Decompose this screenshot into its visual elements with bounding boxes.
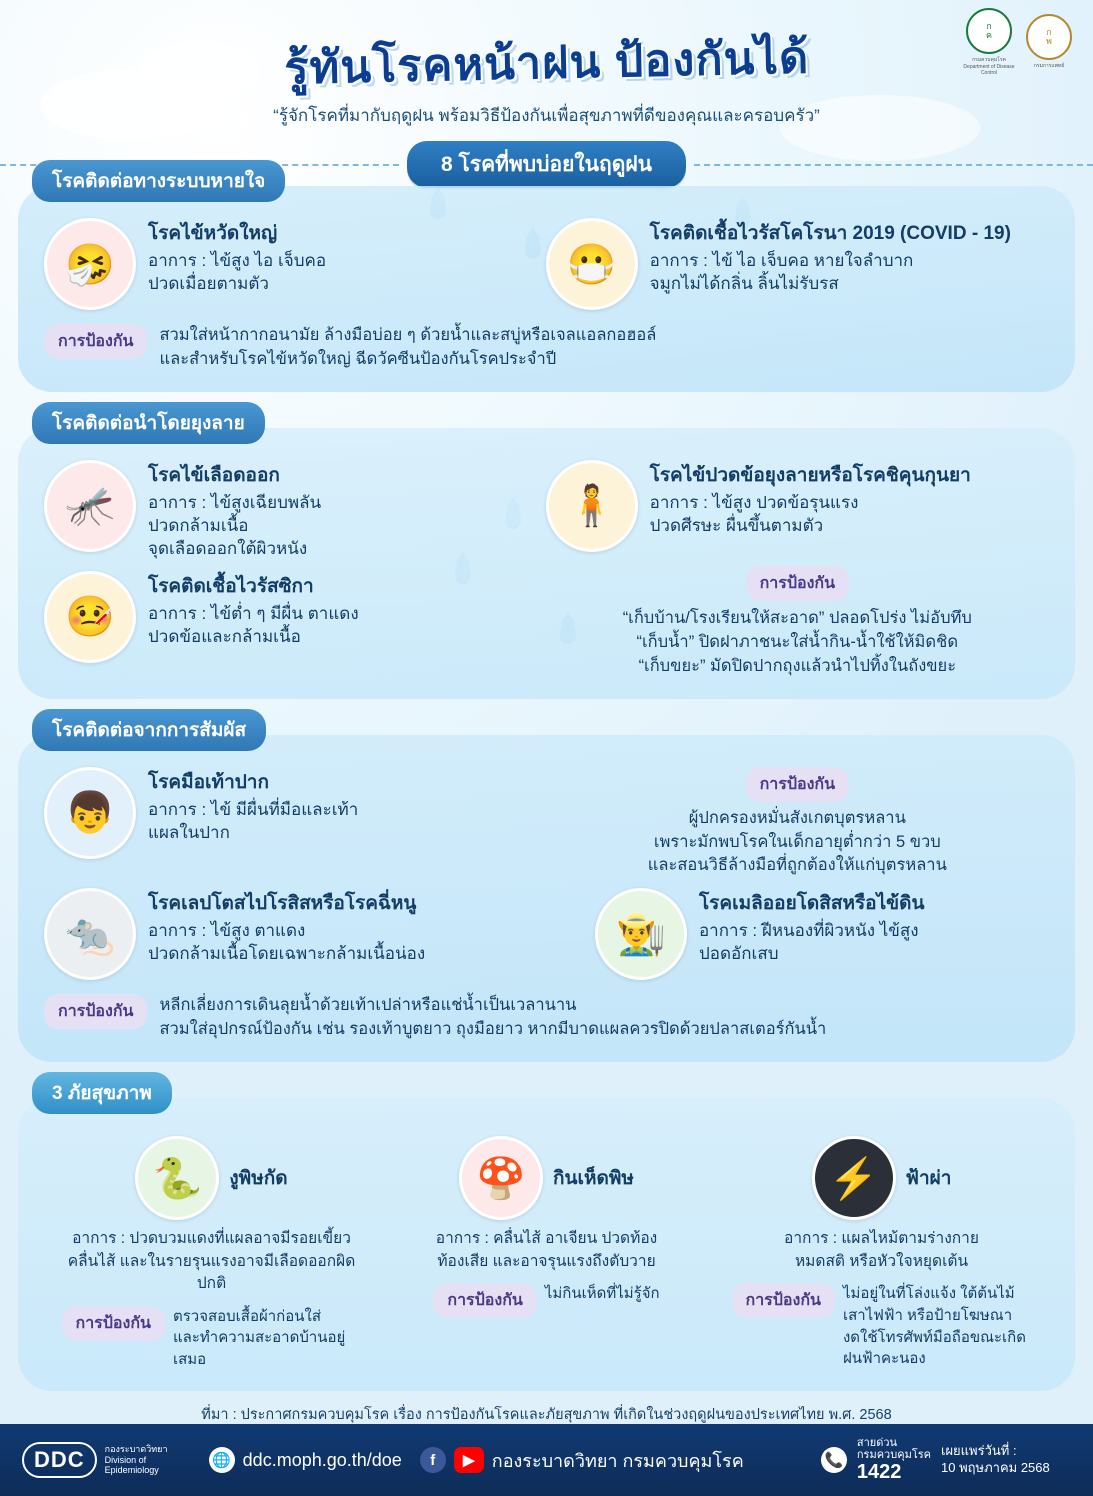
disease-symptom: ปวดข้อและกล้ามเนื้อ xyxy=(148,626,301,646)
hotline-text xyxy=(857,1437,931,1483)
globe-icon: 🌐 xyxy=(209,1447,235,1473)
prevention-line: เสาไฟฟ้า หรือป้ายโฆษณา xyxy=(842,1306,1013,1324)
prevention-line: ไม่กินเห็ดที่ไม่รู้จัก xyxy=(544,1285,660,1303)
prevention-line: และทำความสะอาดบ้านอยู่เสมอ xyxy=(172,1329,346,1369)
hotline-sub: กรมควบคุมโรค xyxy=(856,1449,931,1461)
disease-symptom: ปวดกล้ามเนื้อ xyxy=(148,515,249,535)
prevention-line: สวมใส่อุปกรณ์ป้องกัน เช่น รองเท้าบูตยาว ถุงมือยาว หากมีบาดแผลควรปิดด้วยปลาสเตอร์กันน้ำ xyxy=(159,1020,827,1039)
hazard-symptom-line: คลื่นไส้ และในรายรุนแรงอาจมีเลือดออกผิดปกติ xyxy=(67,1252,356,1293)
header xyxy=(0,0,1093,176)
section-body xyxy=(18,735,1075,1063)
disease-item xyxy=(44,218,528,310)
chikungunya-girl-icon: 🧍 xyxy=(546,460,638,552)
prevention-line: “เก็บบ้าน/โรงเรียนให้สะอาด” ปลอดโปร่ง ไม่อับทึบ xyxy=(622,608,972,627)
prevention-line: “เก็บขยะ” มัดปิดปากถุงแล้วนำไปทิ้งในถังขยะ xyxy=(638,656,957,675)
disease-row xyxy=(44,767,1049,879)
section-title: โรคติดต่อนำโดยยุงลาย xyxy=(32,402,265,444)
dengue-girl-icon: 🦟 xyxy=(44,460,136,552)
prevention-text xyxy=(545,1283,660,1305)
website-link[interactable] xyxy=(209,1447,402,1473)
ddc-seal-icon: ก ค xyxy=(966,8,1012,54)
logo-caption: กรมการแพทย์ xyxy=(1033,63,1065,69)
hazard-row xyxy=(44,1136,1049,1371)
youtube-icon[interactable]: ▶ xyxy=(454,1447,484,1473)
social-name: กองระบาดวิทยา กรมควบคุมโรค xyxy=(491,1450,744,1471)
disease-symptom: แผลในปาก xyxy=(148,822,230,842)
hazard-item xyxy=(397,1136,697,1371)
prevention-tag: การป้องกัน xyxy=(44,994,147,1029)
ribbon-banner: 8 โรคที่พบบ่อยในฤดูฝน xyxy=(407,141,686,188)
hazard-symptom-line: หมดสติ หรือหัวใจหยุดเต้น xyxy=(794,1252,969,1270)
prevention-line: และสำหรับโรคไข้หวัดใหญ่ ฉีดวัคซีนป้องกันโรคประจำปี xyxy=(159,349,557,368)
section-title: โรคติดต่อทางระบบหายใจ xyxy=(32,160,285,202)
prevention-line: ไม่อยู่ในที่โล่งแจ้ง ใต้ต้นไม้ xyxy=(842,1285,1015,1303)
hazard-item xyxy=(732,1136,1032,1371)
footer xyxy=(0,1424,1093,1496)
disease-item xyxy=(546,218,1049,310)
prevention-line: หลีกเลี่ยงการเดินลุยน้ำด้วยเท้าเปล่าหรือแช่น้ำเป็นเวลานาน xyxy=(159,996,577,1015)
disease-name: โรคเลปโตสไปโรสิสหรือโรคฉี่หนู xyxy=(148,893,417,915)
ddc-logo xyxy=(22,1442,191,1478)
disease-item xyxy=(44,767,528,879)
hazard-symptoms xyxy=(62,1228,362,1295)
snake-bite-icon: 🐍 xyxy=(135,1136,219,1220)
disease-item xyxy=(44,888,577,980)
publish-date: 10 พฤษภาคม 2568 xyxy=(941,1460,1050,1475)
prevention-tag: การป้องกัน xyxy=(44,324,147,359)
hazard-head xyxy=(62,1136,362,1220)
disease-symptom: จุดเลือดออกใต้ผิวหนัง xyxy=(148,538,308,558)
hazard-symptom-line: อาการ : แผลไหม้ตามร่างกาย xyxy=(784,1230,979,1248)
prevention-tag: การป้องกัน xyxy=(732,1283,835,1318)
disease-symptom: อาการ : ไข้ต่ำ ๆ มีผื่น ตาแดง xyxy=(148,603,359,623)
poison-mushroom-icon: 🍄 xyxy=(459,1136,543,1220)
ddc-badge: DDC xyxy=(22,1442,97,1478)
zika-woman-icon: 🤒 xyxy=(44,571,136,663)
hazard-head xyxy=(732,1136,1032,1220)
disease-row xyxy=(44,888,1049,980)
hotline-label: สายด่วน xyxy=(856,1436,898,1449)
facebook-icon[interactable]: f xyxy=(420,1447,446,1473)
prevention-line: สวมใส่หน้ากากอนามัย ล้างมือบ่อย ๆ ด้วยน้ำและสบู่หรือเจลแอลกอฮอล์ xyxy=(159,326,657,344)
section-body xyxy=(18,1098,1075,1391)
prevention-text xyxy=(159,994,826,1042)
ddc-logo-sub: กองระบาดวิทยา Division of Epidemiology xyxy=(104,1444,168,1476)
prevention-line: ตรวจสอบเสื้อผ้าก่อนใส่ xyxy=(172,1307,321,1325)
disease-name: โรคไข้เลือดออก xyxy=(148,464,280,486)
disease-symptom: ปวดเมื่อยตามตัว xyxy=(148,273,269,293)
prevention-text xyxy=(173,1306,362,1371)
prevention-block xyxy=(732,1283,1032,1370)
prevention-block xyxy=(62,1306,362,1371)
prevention-line: และสอนวิธีล้างมือที่ถูกต้องให้แก่บุตรหลาน xyxy=(647,856,947,875)
prevention-block xyxy=(546,767,1049,879)
hotline-number: 1422 xyxy=(856,1461,902,1484)
section-mosquito xyxy=(18,402,1075,699)
disease-symptom: จมูกไม่ได้กลิ่น ลิ้นไม่รับรส xyxy=(649,273,839,293)
social-links[interactable] xyxy=(420,1446,744,1475)
disease-name: โรคติดเชื้อไวรัสซิกา xyxy=(148,575,314,597)
disease-symptom: ปอดอักเสบ xyxy=(698,944,779,964)
hazard-symptom-line: ท้องเสีย และอาจรุนแรงถึงตับวาย xyxy=(437,1252,656,1270)
disease-item xyxy=(44,460,528,561)
disease-name: โรคไข้ปวดข้อยุงลายหรือโรคชิคุนกุนยา xyxy=(649,464,971,486)
prevention-line: ผู้ปกครองหมั่นสังเกตบุตรหลาน xyxy=(688,808,906,827)
prevention-block xyxy=(44,324,1049,372)
prevention-text xyxy=(159,324,656,372)
disease-name: โรคเมลิออยโดสิสหรือไข้ดิน xyxy=(698,893,925,915)
website-url: ddc.moph.go.th/doe xyxy=(242,1449,402,1470)
section-body xyxy=(18,428,1075,699)
disease-symptom: อาการ : ไข้ ไอ เจ็บคอ หายใจลำบาก xyxy=(649,251,914,270)
disease-symptom: ปวดกล้ามเนื้อโดยเฉพาะกล้ามเนื้อน่อง xyxy=(148,944,426,964)
prevention-block xyxy=(44,994,1049,1042)
disease-symptom: อาการ : ไข้สูง ไอ เจ็บคอ xyxy=(148,251,327,270)
disease-symptom: ปวดศีรษะ ผื่นขึ้นตามตัว xyxy=(649,515,824,535)
prevention-tag: การป้องกัน xyxy=(746,566,849,601)
prevention-tag: การป้องกัน xyxy=(62,1306,165,1341)
hazard-name: งูพิษกัด xyxy=(229,1168,288,1190)
sick-woman-icon: 🤧 xyxy=(44,218,136,310)
prevention-tag: การป้องกัน xyxy=(746,767,849,802)
disease-symptom: อาการ : ไข้ มีผื่นที่มือและเท้า xyxy=(148,799,359,819)
hazard-symptom-line: อาการ : ปวดบวมแดงที่แผลอาจมีรอยเขี้ยว xyxy=(72,1230,351,1248)
disease-name: โรคไข้หวัดใหญ่ xyxy=(148,223,278,244)
hazard-name: ฟ้าผ่า xyxy=(905,1168,952,1190)
publish-block xyxy=(941,1443,1071,1477)
disease-item xyxy=(595,888,1049,980)
prevention-text xyxy=(546,607,1049,679)
disease-name: โรคติดเชื้อไวรัสโคโรนา 2019 (COVID - 19) xyxy=(649,223,1011,244)
hazard-item xyxy=(62,1136,362,1371)
page-title: รู้ทันโรคหน้าฝน ป้องกันได้ xyxy=(283,31,810,94)
section-contact xyxy=(18,709,1075,1063)
source-note: ที่มา : ประกาศกรมควบคุมโรค เรื่อง การป้องกันโรคและภัยสุขภาพ ที่เกิดในช่วงฤดูฝนของประเทศไทย พ.ศ. 2568 xyxy=(201,1406,892,1423)
prevention-text xyxy=(546,807,1049,879)
dms-seal-icon: ก พ xyxy=(1026,14,1072,60)
disease-row xyxy=(44,218,1049,310)
section-respiratory xyxy=(18,160,1075,392)
hazard-name: กินเห็ดพิษ xyxy=(553,1168,634,1190)
disease-symptom: อาการ : ไข้สูง ปวดข้อรุนแรง xyxy=(649,492,859,512)
disease-symptom: อาการ : ไข้สูงเฉียบพลัน xyxy=(148,492,322,512)
farmer-icon: 👨‍🌾 xyxy=(595,888,687,980)
prevention-line: เพราะมักพบโรคในเด็กอายุต่ำกว่า 5 ขวบ xyxy=(653,832,941,851)
prevention-line: งดใช้โทรศัพท์มือถือขณะเกิดฝนฟ้าคะนอง xyxy=(842,1328,1027,1368)
prevention-block xyxy=(397,1283,697,1318)
prevention-tag: การป้องกัน xyxy=(433,1283,536,1318)
disease-symptom: อาการ : ฝีหนองที่ผิวหนัง ไข้สูง xyxy=(698,921,919,941)
rat-icon: 🐀 xyxy=(44,888,136,980)
hazard-symptom-line: อาการ : คลื่นไส้ อาเจียน ปวดท้อง xyxy=(435,1230,658,1248)
disease-name: โรคมือเท้าปาก xyxy=(148,771,269,793)
hfmd-boy-icon: 👦 xyxy=(44,767,136,859)
prevention-text xyxy=(843,1283,1032,1370)
section-title: โรคติดต่อจากการสัมผัส xyxy=(32,709,266,751)
hazard-head xyxy=(397,1136,697,1220)
phone-icon: 📞 xyxy=(821,1447,847,1473)
lightning-strike-icon: ⚡ xyxy=(812,1136,896,1220)
section-body xyxy=(18,186,1075,392)
disease-row xyxy=(44,460,1049,679)
disease-symptom: อาการ : ไข้สูง ตาแดง xyxy=(148,921,306,941)
disease-item xyxy=(546,460,1049,552)
section-title: 3 ภัยสุขภาพ xyxy=(32,1072,172,1114)
disease-item xyxy=(44,571,528,663)
hotline-block xyxy=(821,1437,1071,1483)
hazard-symptoms xyxy=(732,1228,1032,1273)
prevention-line: “เก็บน้ำ” ปิดฝาภาชนะใส่น้ำกิน-น้ำใช้ให้มิดชิด xyxy=(636,632,959,651)
publish-label: เผยแพร่วันที่ : xyxy=(941,1443,1017,1459)
logo-caption: กรมควบคุมโรค Department of Disease Control xyxy=(963,57,1015,76)
masked-man-icon: 😷 xyxy=(546,218,638,310)
hazard-symptoms xyxy=(397,1228,697,1273)
section-hazards xyxy=(18,1072,1075,1391)
page-subtitle: “รู้จักโรคที่มากับฤดูฝน พร้อมวิธีป้องกันเพื่อสุขภาพที่ดีของคุณและครอบครัว” xyxy=(273,106,820,125)
